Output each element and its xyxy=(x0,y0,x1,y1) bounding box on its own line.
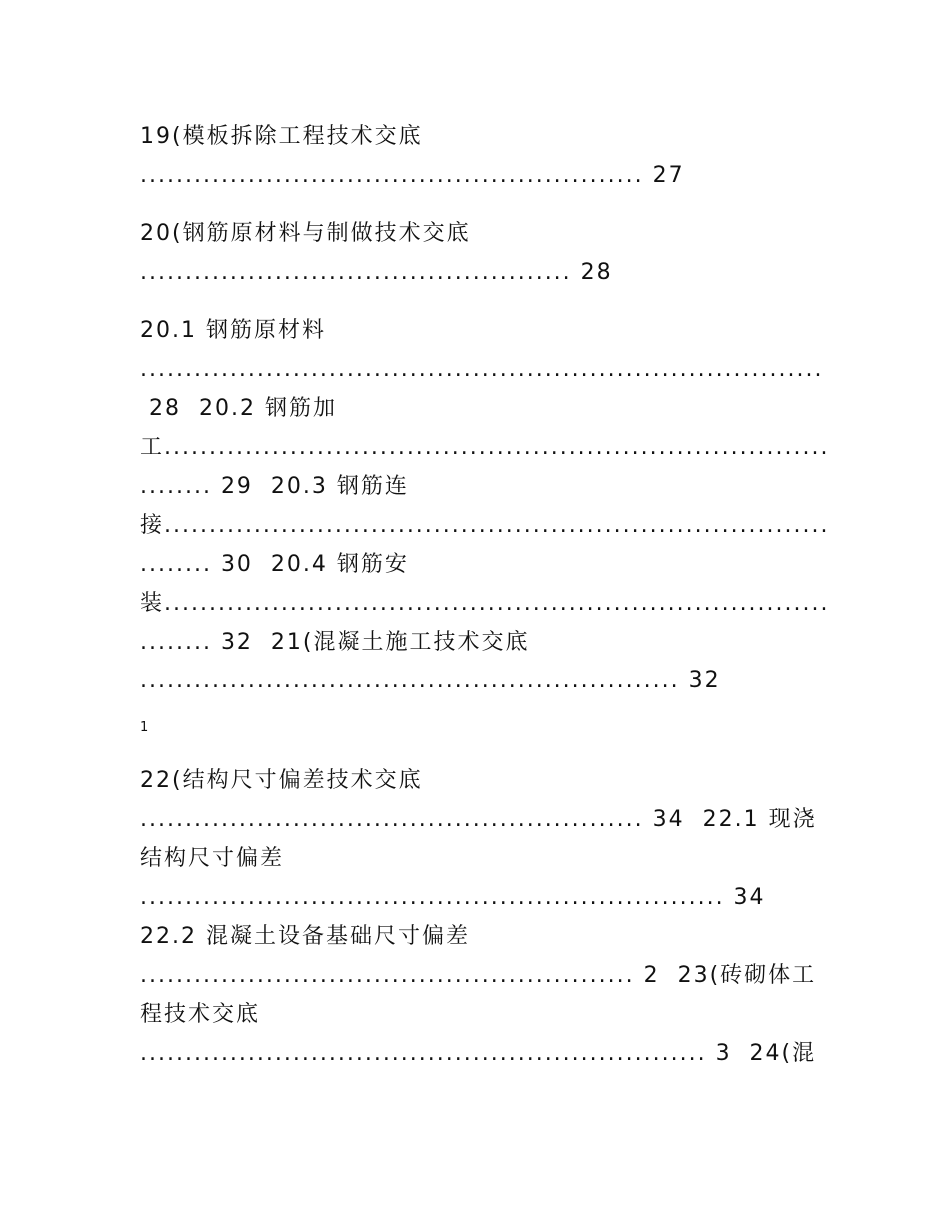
toc-line: 程技术交底 xyxy=(140,1002,261,1027)
toc-line: 20.1 钢筋原材料 xyxy=(140,318,326,343)
toc-line: 工.......................................................................... xyxy=(140,435,830,460)
toc-line: ........................................................ 27 xyxy=(140,163,685,188)
toc-line: 接.......................................................................... xyxy=(140,513,830,538)
toc-line: ........ 29 20.3 钢筋连 xyxy=(140,474,409,499)
toc-line: 28 20.2 钢筋加 xyxy=(140,396,337,421)
toc-line: ............................................................................ xyxy=(140,357,824,382)
toc-line: ................................................................. 34 xyxy=(140,885,766,910)
toc-line: 装.......................................................................... xyxy=(140,591,830,616)
toc-line: ........ 32 21(混凝土施工技术交底 xyxy=(140,630,530,655)
toc-line: 22(结构尺寸偏差技术交底 xyxy=(140,768,423,793)
toc-line: 19(模板拆除工程技术交底 xyxy=(140,124,423,149)
toc-line: ................................................ 28 xyxy=(140,260,613,285)
toc-line: ........ 30 20.4 钢筋安 xyxy=(140,552,409,577)
page-number: 1 xyxy=(140,720,149,735)
toc-line: ........................................................ 34 22.1 现浇 xyxy=(140,807,817,832)
toc-line: 结构尺寸偏差 xyxy=(140,846,285,871)
toc-line: 22.2 混凝土设备基础尺寸偏差 xyxy=(140,924,470,949)
toc-line: ............................................................... 3 24(混 xyxy=(140,1041,817,1066)
toc-line: ....................................................... 2 23(砖砌体工 xyxy=(140,963,817,988)
toc-line: 20(钢筋原材料与制做技术交底 xyxy=(140,221,471,246)
toc-line: ............................................................ 32 xyxy=(140,668,721,693)
